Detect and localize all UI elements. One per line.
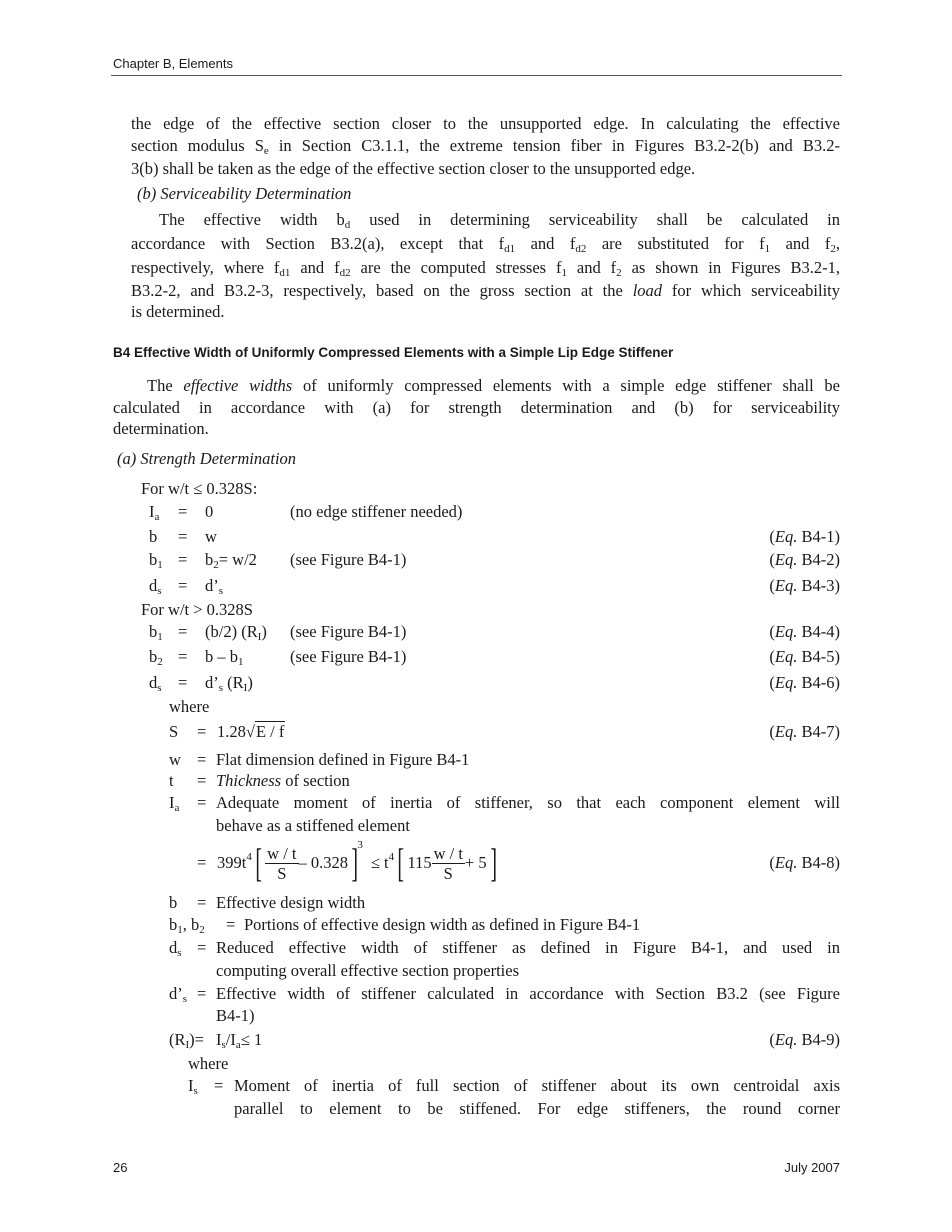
case1-condition: For w/t ≤ 0.328S:: [141, 479, 258, 498]
def-dps-line2: B4-1): [216, 1006, 255, 1025]
para1-line2: section modulus $S_e$ in Section C3.1.1, the extreme tension fiber in Figures B3.2-2(b) and B3.2-: [131, 136, 840, 157]
eq-ds-lhs: $d_s$: [149, 576, 162, 597]
b4-intro-line1: The effective widths of uniformly compressed elements with a simple edge stiffener shall be: [147, 376, 840, 395]
def-b12-equals: =: [226, 915, 236, 934]
strength-heading: (a) Strength Determination: [117, 449, 297, 468]
def-ds-lhs: $d_s$: [169, 938, 182, 959]
serviceability-line3: respectively, where $f_{d1}$ and $f_{d2}$ are the computed stresses $f_1$ and $f_2$ as shown in Figures B3.2-1,: [131, 258, 840, 279]
eq-b1b2-equals: =: [178, 550, 188, 569]
def-w-equals: =: [197, 750, 207, 769]
eq-label-b4-2: (Eq. B4-2): [769, 550, 840, 569]
eq8-expression: 399t $^4$ [ $\frac{w / t}{S}$ – 0.328 ] $^3$ ≤ t $^4$ [ 115 $\frac{w / t}{S}$ + 5 ]: [217, 839, 497, 885]
eq-b1b2-rhs: $b_2= w/2$: [205, 550, 257, 571]
eq-ri-lhs: $(R_I)=$: [169, 1030, 204, 1051]
eq-ds-equals: =: [178, 576, 188, 595]
serviceability-line1: The effective width $b_d$ used in determining serviceability shall be calculated in: [159, 210, 840, 231]
header-rule: [111, 75, 842, 76]
def-w: Flat dimension defined in Figure B4-1: [216, 750, 470, 769]
eq-ds2-rhs: $d’_s$ $(R_I)$: [205, 673, 253, 694]
eq-ds2-equals: =: [178, 673, 188, 692]
def-dps-line1: Effective width of stiffener calculated in accordance with Section B3.2 (see Figure: [216, 984, 840, 1003]
b4-intro-line3: determination.: [113, 419, 209, 438]
def-ds-line2: computing overall effective section properties: [216, 961, 520, 980]
eq-b1-equals: =: [178, 622, 188, 641]
def-t-equals: =: [197, 771, 207, 790]
where-2: where: [188, 1054, 229, 1073]
where-1: where: [169, 697, 210, 716]
eq-ri-rhs: $I_s/I_a\le 1$: [216, 1030, 263, 1051]
serviceability-heading: (b) Serviceability Determination: [137, 184, 352, 203]
eq-label-b4-7: (Eq. B4-7): [769, 722, 840, 741]
eq-label-b4-6: (Eq. B4-6): [769, 673, 840, 692]
eq-b2-note: (see Figure B4-1): [290, 647, 407, 666]
def-ia-line1: Adequate moment of inertia of stiffener, so that each component element will: [216, 793, 840, 812]
eq-label-b4-3: (Eq. B4-3): [769, 576, 840, 595]
eq-label-b4-5: (Eq. B4-5): [769, 647, 840, 666]
def-dps-lhs: $d’_s$: [169, 984, 188, 1005]
eq-b1-note: (see Figure B4-1): [290, 622, 407, 641]
eq-ia-note: (no edge stiffener needed): [290, 502, 463, 521]
def-b-equals: =: [197, 893, 207, 912]
eq-b1b2-lhs: $b_1$: [149, 550, 163, 571]
eq-b1-rhs: (b/2) $(R_I)$: [205, 622, 267, 643]
def-is-line2: parallel to element to be stiffened. For edge stiffeners, the round corner: [234, 1099, 840, 1118]
def-dps-equals: =: [197, 984, 207, 1003]
eq8-equals: =: [197, 853, 207, 872]
eq-label-b4-4: (Eq. B4-4): [769, 622, 840, 641]
eq-b1b2-note: (see Figure B4-1): [290, 550, 407, 569]
def-is-equals: =: [214, 1076, 224, 1095]
def-ia-line2: behave as a stiffened element: [216, 816, 410, 835]
def-ds-line1: Reduced effective width of stiffener as defined in Figure B4-1, and used in: [216, 938, 840, 957]
eq-s-rhs: 1.28√E / f: [217, 722, 285, 741]
serviceability-line5: is determined.: [131, 302, 225, 321]
eq-s-equals: =: [197, 722, 207, 741]
def-t: Thickness of section: [216, 771, 350, 790]
def-b-lhs: b: [169, 893, 178, 912]
serviceability-line2: accordance with Section B3.2(a), except that $f_{d1}$ and $f_{d2}$ are substituted for $f_1$ and $f_2$,: [131, 234, 840, 255]
eq-ds2-lhs: $d_s$: [149, 673, 162, 694]
eq-b2-lhs: $b_2$: [149, 647, 163, 668]
running-header: Chapter B, Elements: [113, 56, 233, 71]
def-w-lhs: w: [169, 750, 181, 769]
footer-date: July 2007: [784, 1160, 840, 1175]
eq-label-b4-1: (Eq. B4-1): [769, 527, 840, 546]
para1-line1: the edge of the effective section closer to the unsupported edge. In calculating the effective: [131, 114, 840, 133]
def-is-lhs: $I_s$: [188, 1076, 198, 1097]
case2-condition: For w/t > 0.328S: [141, 600, 253, 619]
def-b12-lhs: $b_1$, $b_2$: [169, 915, 205, 936]
def-ia-lhs: $I_a$: [169, 793, 180, 814]
section-heading-b4: B4 Effective Width of Uniformly Compressed Elements with a Simple Lip Edge Stiffener: [113, 345, 674, 360]
eq-ia-rhs: 0: [205, 502, 214, 521]
def-b12: Portions of effective design width as defined in Figure B4-1: [244, 915, 641, 934]
eq-label-b4-8: (Eq. B4-8): [769, 853, 840, 872]
eq-ia-lhs: $I_a$: [149, 502, 160, 523]
eq-label-b4-9: (Eq. B4-9): [769, 1030, 840, 1049]
def-ia-equals: =: [197, 793, 207, 812]
eq-b-lhs: b: [149, 527, 158, 546]
eq-b-equals: =: [178, 527, 188, 546]
def-t-lhs: t: [169, 771, 174, 790]
eq-ia-equals: =: [178, 502, 188, 521]
def-ds-equals: =: [197, 938, 207, 957]
def-b: Effective design width: [216, 893, 366, 912]
page-number: 26: [113, 1160, 128, 1175]
eq-b-rhs: w: [205, 527, 217, 546]
def-is-line1: Moment of inertia of full section of stiffener about its own centroidal axis: [234, 1076, 840, 1095]
eq-b2-rhs: b – $b_1$: [205, 647, 244, 668]
serviceability-line4: B3.2-2, and B3.2-3, respectively, based on the gross section at the load for which serviceability: [131, 281, 840, 300]
eq-s-lhs: S: [169, 722, 179, 741]
b4-intro-line2: calculated in accordance with (a) for strength determination and (b) for serviceability: [113, 398, 840, 417]
eq-b2-equals: =: [178, 647, 188, 666]
eq-ds-rhs: $d’_s$: [205, 576, 224, 597]
eq-b1-lhs: $b_1$: [149, 622, 163, 643]
para1-line3: 3(b) shall be taken as the edge of the effective section closer to the unsupported edge.: [131, 159, 696, 178]
